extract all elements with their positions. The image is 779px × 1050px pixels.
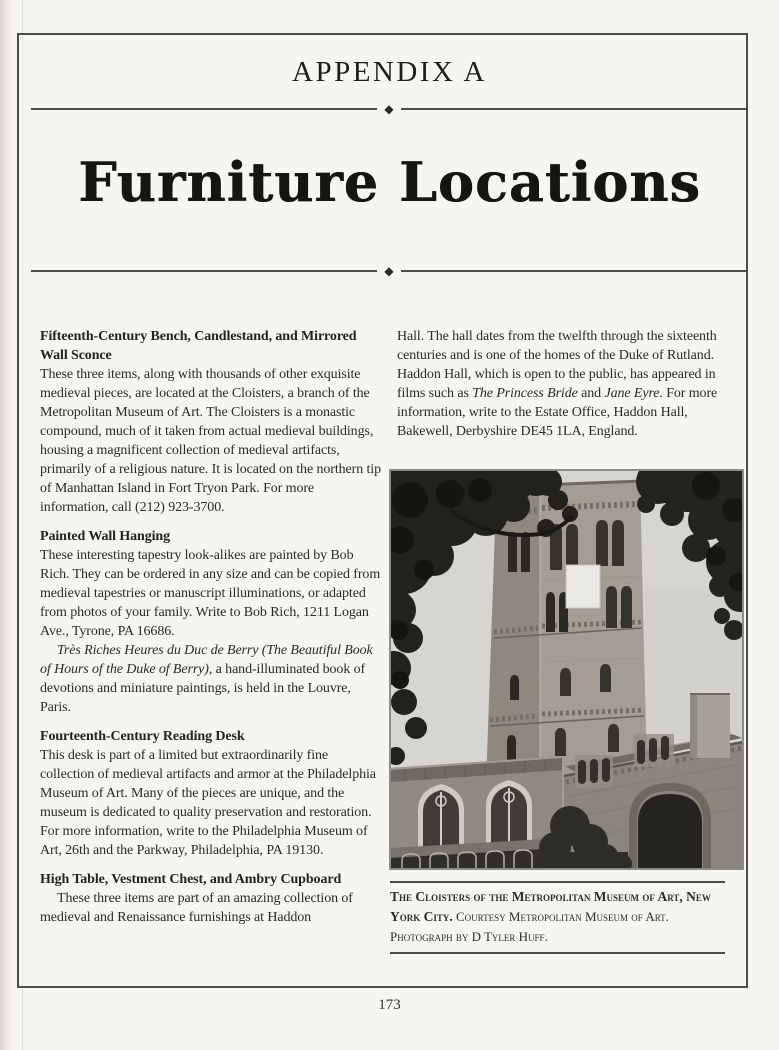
left-column (40, 327, 381, 937)
section-bench-candlestand-sconce (40, 327, 381, 517)
rule-line (401, 108, 747, 110)
page-number: 173 (378, 997, 401, 1013)
appendix-label: APPENDIX A (292, 56, 487, 88)
caption-credit: Courtesy Metropolitan Museum of Art. Photograph by D Tyler Huff. (390, 909, 669, 944)
section-reading-desk (40, 727, 381, 860)
diamond-icon: ◆ (384, 264, 394, 278)
caption-title: The Cloisters of the Metropolitan Museum of Art, New York City. (390, 889, 711, 924)
section-heading: Painted Wall Hanging (40, 529, 170, 544)
section-high-table-chest-cupboard (40, 870, 381, 927)
page-title: Furniture Locations (78, 150, 701, 214)
diamond-icon: ◆ (384, 102, 394, 116)
section-paragraph: These three items are part of an amazing collection of medieval and Renaissance furnishings at Haddon (40, 891, 353, 925)
section-paragraph: These interesting tapestry look-alikes are painted by Bob Rich. They can be ordered in any size and can be copied from medieval tapestries or manuscript illuminations, or adapted from photos of your family. Write to Bob Rich, 1211 Logan Ave., Tyrone, PA 16686. (40, 548, 381, 639)
divider-rule-top (31, 102, 747, 116)
rule-line (31, 270, 377, 272)
continuation-paragraph: Hall. The hall dates from the twelfth through the sixteenth centuries and is one of the homes of the Duke of Rutland. Haddon Hall, which is open to the public, has appeared in films such as The Princess Bride and Jane Eyre. For more information, write to the Estate Office, Haddon Hall, Bakewell, Derbyshire DE45 1LA, England. (397, 329, 718, 439)
section-heading: Fourteenth-Century Reading Desk (40, 729, 245, 744)
caption-rule-bottom (390, 952, 725, 954)
photo-caption (390, 881, 725, 954)
right-column (397, 327, 738, 441)
section-painted-wall-hanging (40, 527, 381, 717)
divider-rule-bottom (31, 264, 747, 278)
cloisters-photo-illustration (390, 470, 743, 869)
section-heading: Fifteenth-Century Bench, Candlestand, and Mirrored Wall Sconce (40, 329, 357, 363)
cloisters-photo (389, 469, 744, 870)
rule-line (31, 108, 377, 110)
caption-text (390, 887, 725, 947)
rule-line (401, 270, 747, 272)
caption-rule-top (390, 881, 725, 883)
section-paragraph: Très Riches Heures du Duc de Berry (The Beautiful Book of Hours of the Duke of Berry), a hand-illuminated book of devotions and miniature paintings, is held in the Louvre, Paris. (40, 643, 373, 715)
section-heading: High Table, Vestment Chest, and Ambry Cupboard (40, 872, 342, 887)
section-paragraph: This desk is part of a limited but extraordinarily fine collection of medieval artifacts and armor at the Philadelphia Museum of Art. Many of the pieces are unique, and the museum is dedicated to quality preservation and restoration. For more information, write to the Philadelphia Museum of Art, 26th and the Parkway, Philadelphia, PA 19130. (40, 748, 376, 858)
section-paragraph: These three items, along with thousands of other exquisite medieval pieces, are located at the Cloisters, a branch of the Metropolitan Museum of Art. The Cloisters is a monastic compound, much of it taken from actual medieval buildings, housing a magnificent collection of medieval artifacts, primarily of a religious nature. It is located on the northern tip of Manhattan Island in Fort Tryon Park. For more information, call (212) 923-3700. (40, 367, 381, 515)
